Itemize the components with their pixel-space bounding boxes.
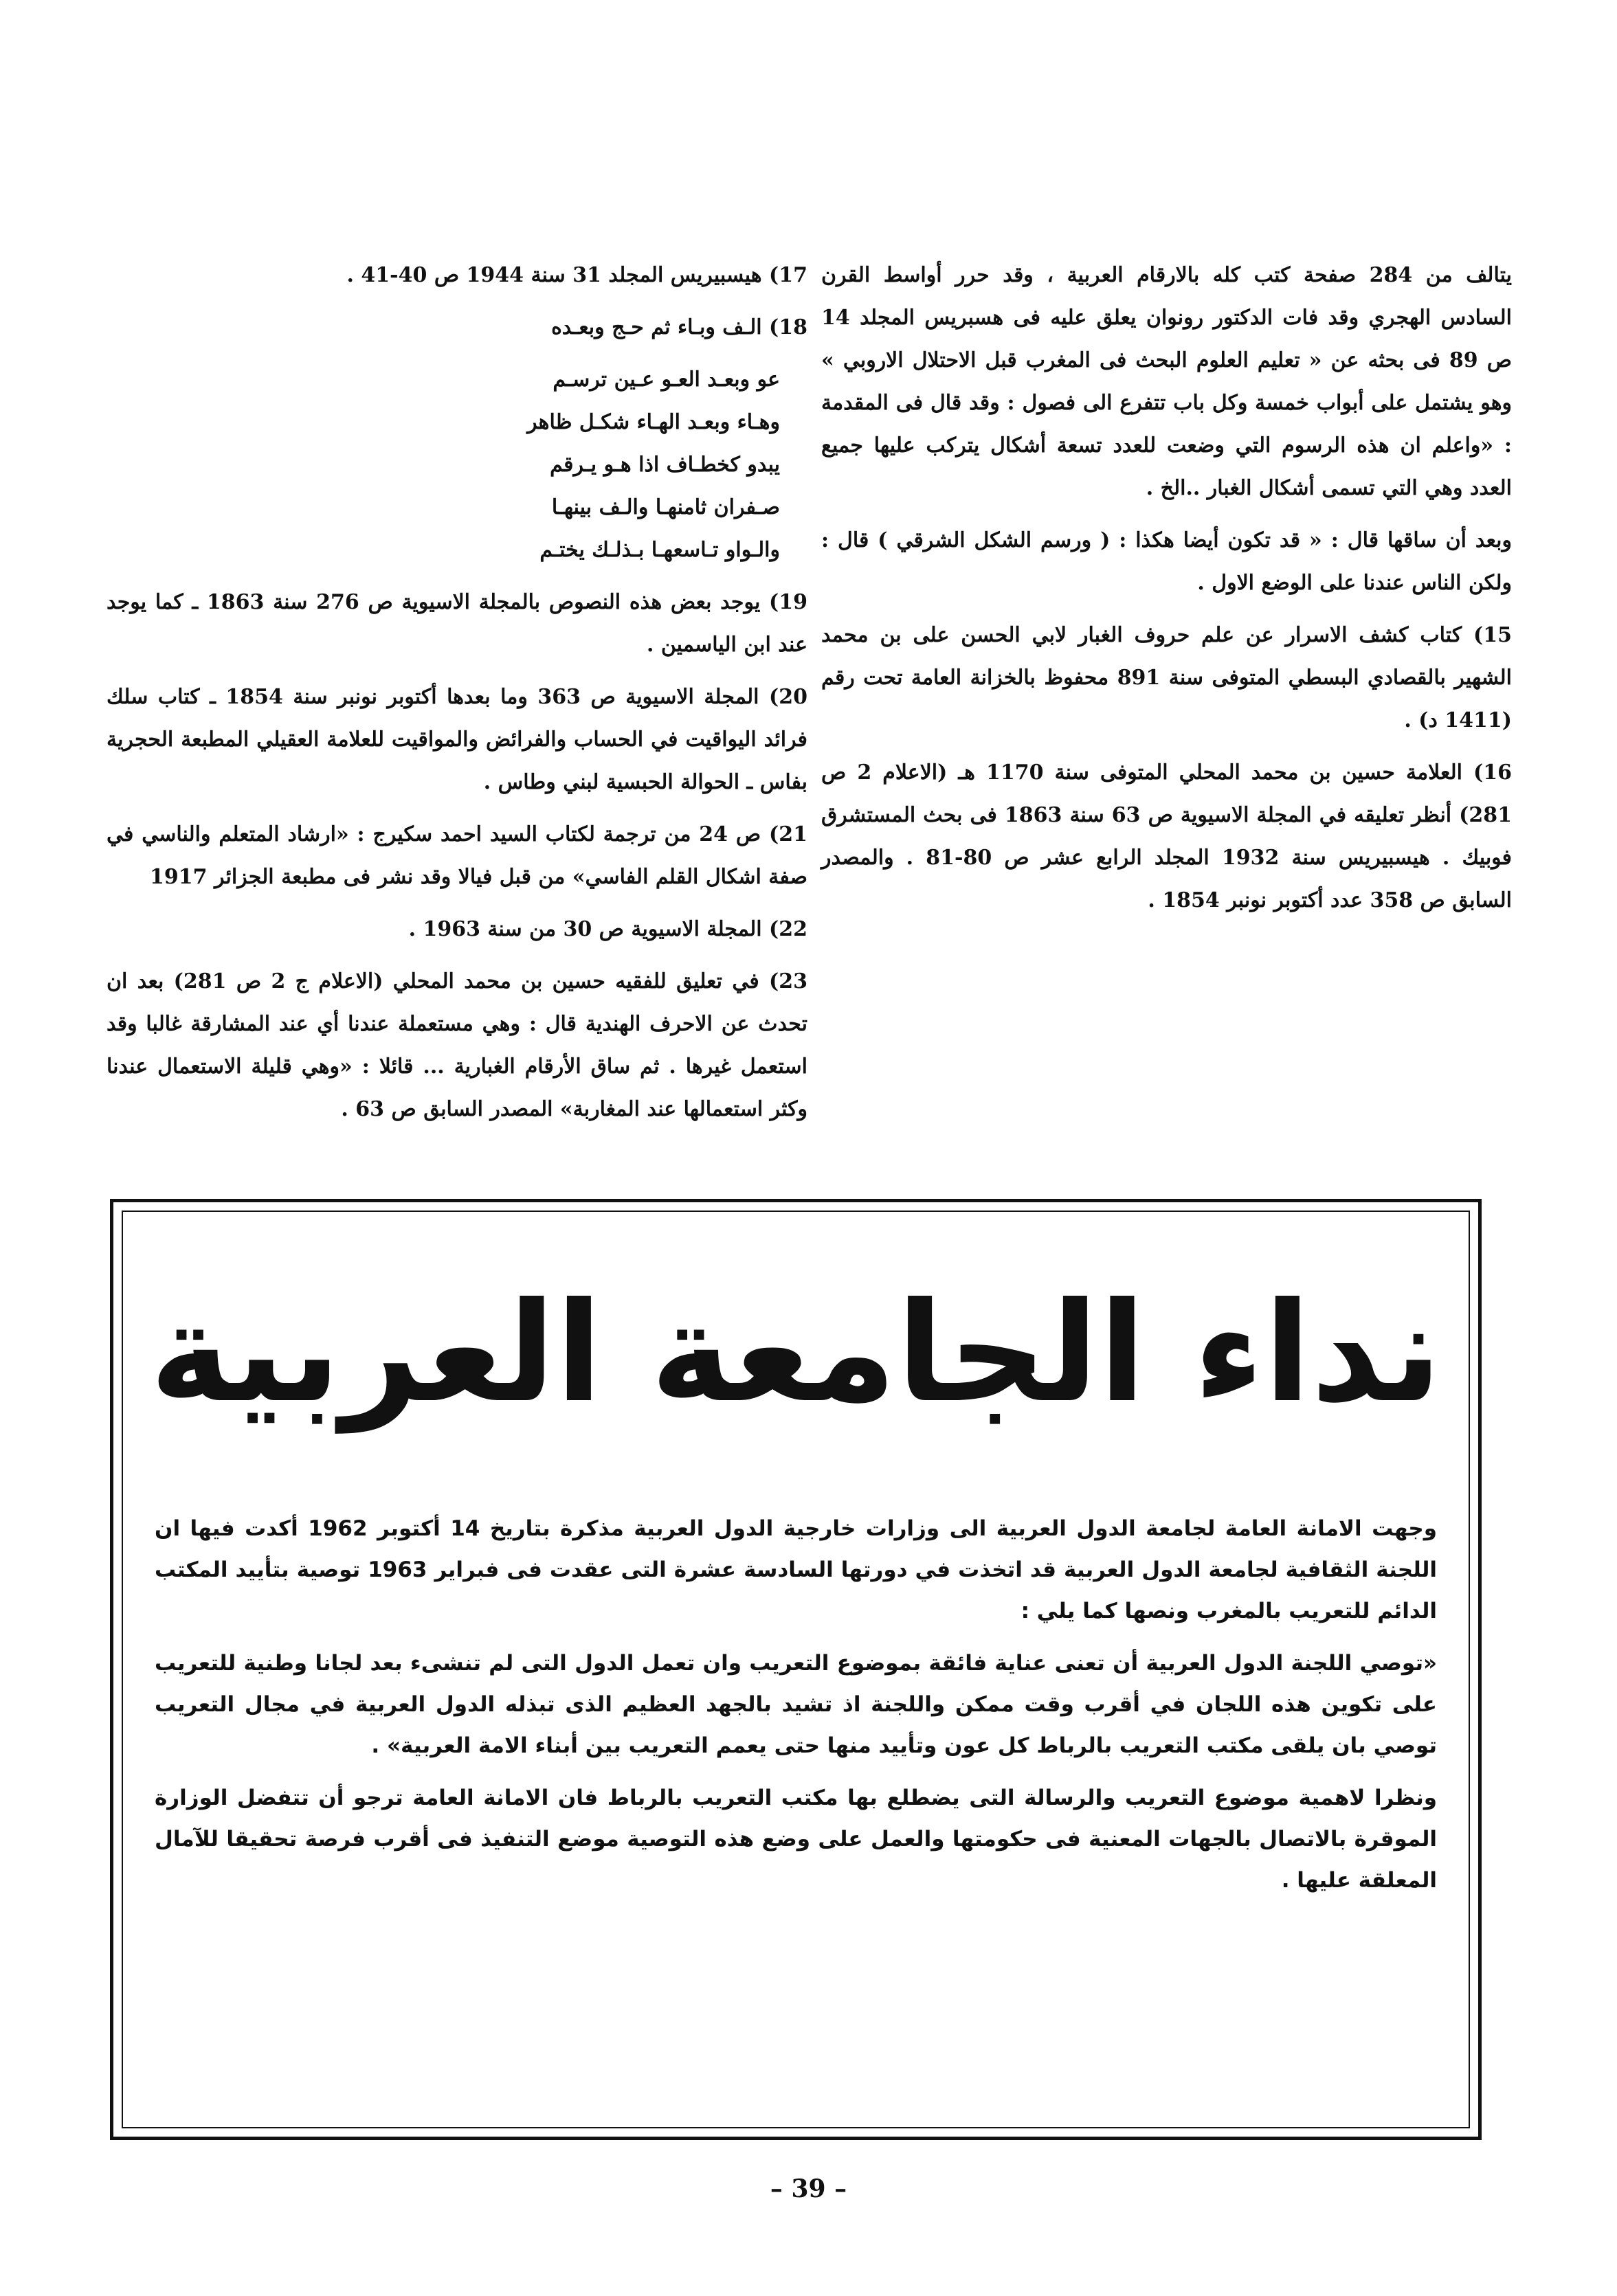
footnote-23: 23) في تعليق للفقيه حسين بن محمد المحلي (الاعلام ج 2 ص 281) بعد ان تحدث عن الاحرف الهندية قال : وهي مستعملة عندنا أي عند المشارقة غالبا وقد استعمل غيرها . ثم ساق الأرقام الغبارية ... قائلا : «وهي قليلة الاستعمال عندنا وكثر استعمالها عند المغاربة» المصدر السابق ص 63 . [107,969,807,1121]
left-column [107,254,807,1140]
announcement-box [110,1199,1482,2140]
poem-line: والـواو تـاسعهـا بـذلـك يختـم [539,538,780,562]
footnote-21: 21) ص 24 من ترجمة لكتاب السيد احمد سكيرج : «ارشاد المتعلم والناسي في صفة اشكال القلم الفاسي» من قبل فيالا وقد نشر فى مطبعة الجزائر 1917 [107,822,807,889]
poem-verses [107,359,807,572]
poem-line: وهـاء وبعـد الهـاء شكـل ظاهر [527,410,780,434]
announcement-title: نداء الجامعة العربية [149,1273,1442,1433]
announcement-quote: «توصي اللجنة الدول العربية أن تعنى عناية فائقة بموضوع التعريب وان تعمل الدول التى لم تنشىء بعد لجانا وطنية للتعريب على تكوين هذه اللجان في أقرب وقت ممكن واللجنة اذ تشيد بالجهد العظيم الذى تبذله الدول العربية في مجال التعريب توصي بان يلقى مكتب التعريب بالرباط كل عون وتأييد منها حتى يعمم التعريب بين أبناء الامة العربية» . [155,1651,1437,1758]
announcement-body [155,1508,1437,1912]
footnote-19: 19) يوجد بعض هذه النصوص بالمجلة الاسيوية ص 276 سنة 1863 ـ كما يوجد عند ابن الياسمين . [107,590,807,657]
poem-line: يبدو كخطـاف اذا هـو يـرقم [550,453,780,477]
paragraph: يتالف من 284 صفحة كتب كله بالارقام العربية ، وقد حرر أواسط القرن السادس الهجري وقد فات الدكتور رونوان يعلق عليه فى هسبريس المجلد 14 ص 89 فى بحثه عن « تعليم العلوم البحث فى المغرب قبل الاحتلال الاروبي » وهو يشتمل على أبواب خمسة وكل باب تتفرع الى فصول : وقد قال فى المقدمة : «واعلم ان هذه الرسوم التي وضعت للعدد تسعة أشكال يتركب عليها جميع العدد وهي التي تسمى أشكال الغبار ..الخ . [821,263,1512,500]
announcement-paragraph: ونظرا لاهمية موضوع التعريب والرسالة التى يضطلع بها مكتب التعريب بالرباط فان الامانة العامة ترجو أن تتفضل الوزارة الموقرة بالاتصال بالجهات المعنية فى حكومتها والعمل على وضع هذه التوصية موضع التنفيذ فى أقرب فرصة تحقيقا للآمال المعلقة عليها . [155,1786,1437,1893]
poem-line: صـفران ثامنهـا والـف بينهـا [551,495,780,519]
footnote-17: 17) هيسبيريس المجلد 31 سنة 1944 ص 40-41 . [346,263,807,287]
poem-line: عو وبعـد العـو عـين ترسـم [553,368,780,392]
page-number: – 39 – [770,2174,847,2203]
footnote-22: 22) المجلة الاسيوية ص 30 من سنة 1963 . [408,917,807,941]
footnote-20: 20) المجلة الاسيوية ص 363 وما بعدها أكتوبر نونبر سنة 1854 ـ كتاب سلك فرائد اليواقيت في الحساب والفرائض والمواقيت للعلامة العقيلي المطبعة الحجرية بفاس ـ الحوالة الحبسية لبني وطاس . [107,685,807,794]
paragraph: وبعد أن ساقها قال : « قد تكون أيضا هكذا : ( ورسم الشكل الشرقي ) قال : ولكن الناس عندنا على الوضع الاول . [821,528,1512,595]
announcement-paragraph: وجهت الامانة العامة لجامعة الدول العربية الى وزارات خارجية الدول العربية مذكرة بتاريخ 14 أكتوبر 1962 أكدت فيها ان اللجنة الثقافية لجامعة الدول العربية قد اتخذت في دورتها السادسة عشرة التى عقدت فى فبراير 1963 توصية بتأييد المكتب الدائم للتعريب بالمغرب ونصها كما يلي : [155,1516,1438,1623]
right-column [821,254,1512,932]
footnote-18: 18) الـف وبـاء ثم حـج وبعـده [551,315,807,339]
footnote-16: 16) العلامة حسين بن محمد المحلي المتوفى سنة 1170 هـ (الاعلام 2 ص 281) أنظر تعليقه في المجلة الاسيوية ص 63 سنة 1863 فى بحث المستشرق فوبيك . هيسبيريس سنة 1932 المجلد الرابع عشر ص 80-81 . والمصدر السابق ص 358 عدد أكتوبر نونبر 1854 . [821,761,1513,912]
footnote-15: 15) كتاب كشف الاسرار عن علم حروف الغبار لابي الحسن على بن محمد الشهير بالقصادي البسطي المتوفى سنة 891 محفوظ بالخزانة العامة تحت رقم (1411 د) . [821,623,1512,732]
